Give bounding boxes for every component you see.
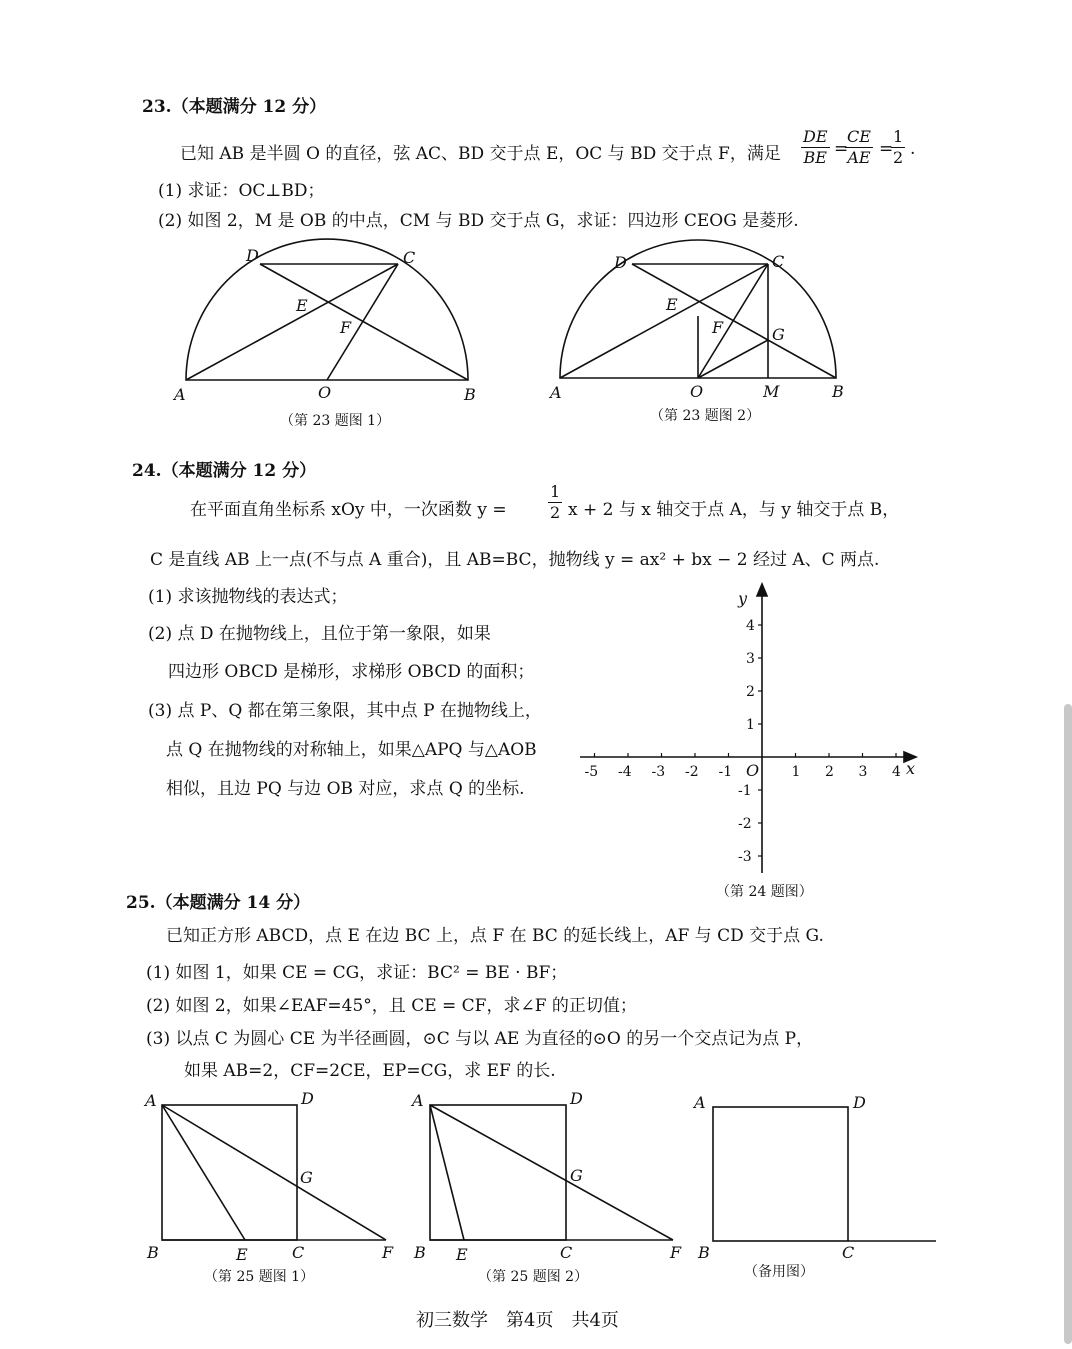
y-tick-label: 3: [746, 651, 755, 667]
q24-line1-post: x + 2 与 x 轴交于点 A，与 y 轴交于点 B，: [568, 500, 900, 520]
equals-sign: =: [834, 139, 849, 159]
fig2-label-G: G: [772, 325, 785, 344]
fig252-label-F: F: [670, 1243, 682, 1262]
x-tick-label: 3: [858, 764, 868, 780]
origin-label: O: [746, 761, 760, 780]
y-tick-label: -1: [738, 783, 752, 799]
frac-denominator: 2: [893, 148, 904, 167]
fig253-caption: （备用图）: [744, 1264, 814, 1280]
q24-line1-pre: 在平面直角坐标系 xOy 中，一次函数 y =: [190, 500, 507, 520]
fig1-label-O: O: [318, 383, 332, 402]
fig1-label-A: A: [174, 385, 186, 404]
q24-sub1: (1) 求该抛物线的表达式；: [148, 587, 348, 607]
frac-denominator: AE: [847, 148, 871, 167]
q25-sub3a: (3) 以点 C 为圆心 CE 为半径画圆，⊙C 与以 AE 为直径的⊙O 的另一个交点记为点 P，: [146, 1029, 814, 1049]
fig1-caption: （第 23 题图 1）: [280, 413, 391, 429]
q24-header: 24.（本题满分 12 分）: [132, 461, 317, 481]
fig252-label-E: E: [456, 1245, 468, 1264]
fig252-label-C: C: [560, 1243, 573, 1262]
q25-sub3b: 如果 AB=2，CF=2CE，EP=CG，求 EF 的长.: [184, 1061, 556, 1081]
fig251-label-G: G: [300, 1168, 313, 1187]
y-tick-label: 4: [746, 618, 755, 634]
q23-sub2: (2) 如图 2，M 是 OB 的中点，CM 与 BD 交于点 G，求证：四边形 CEOG 是菱形.: [158, 211, 799, 231]
frac-numerator: 1: [550, 482, 561, 501]
y-tick-label: -2: [738, 816, 752, 832]
q24-caption: （第 24 题图）: [716, 884, 813, 900]
q25-sub1: (1) 如图 1，如果 CE = CG，求证：BC² = BE · BF；: [146, 963, 568, 983]
q23-sub1: (1) 求证：OC⊥BD；: [158, 181, 325, 201]
fig2-label-F: F: [712, 318, 724, 337]
fig251-label-C: C: [292, 1243, 305, 1262]
y-tick-label: -3: [738, 849, 752, 865]
fig2-label-E: E: [666, 295, 678, 314]
fig1-label-F: F: [340, 318, 352, 337]
frac-numerator: 1: [893, 127, 904, 146]
fig2-label-B: B: [832, 382, 844, 401]
fig252-label-D: D: [570, 1089, 583, 1108]
fig2-label-C: C: [772, 252, 785, 271]
x-tick-label: -5: [584, 764, 599, 780]
fig253-label-D: D: [853, 1093, 866, 1112]
frac-numerator: CE: [847, 127, 871, 146]
fig2-label-D: D: [614, 253, 627, 272]
fig252-label-G: G: [570, 1166, 583, 1185]
x-tick-label: -4: [618, 764, 632, 780]
x-tick-label: 4: [892, 764, 901, 780]
fig2-label-O: O: [690, 382, 704, 401]
q24-sub3a: (3) 点 P、Q 都在第三象限，其中点 P 在抛物线上，: [148, 701, 542, 721]
fig251-label-A: A: [145, 1091, 157, 1110]
frac-numerator: DE: [803, 127, 828, 146]
fig253-label-A: A: [694, 1093, 706, 1112]
q25-sub2: (2) 如图 2，如果∠EAF=45°，且 CE = CF，求∠F 的正切值；: [146, 996, 637, 1016]
fig1-label-C: C: [403, 248, 416, 267]
fig1-label-D: D: [246, 246, 259, 265]
fig2-label-A: A: [550, 383, 562, 402]
x-axis-label: x: [906, 759, 916, 778]
fig251-label-D: D: [301, 1089, 314, 1108]
period: .: [910, 139, 916, 159]
x-tick-label: 2: [825, 764, 834, 780]
fig251-label-E: E: [236, 1245, 248, 1264]
x-tick-label: 1: [791, 764, 801, 780]
fig253-label-B: B: [698, 1243, 710, 1262]
page-footer: 初三数学 第4页 共4页: [416, 1310, 619, 1331]
fig251-label-B: B: [147, 1243, 159, 1262]
q23-header: 23.（本题满分 12 分）: [142, 97, 327, 117]
fig1-label-B: B: [464, 385, 476, 404]
fig2-caption: （第 23 题图 2）: [650, 408, 761, 424]
fig252-label-B: B: [414, 1243, 426, 1262]
fig253-label-C: C: [842, 1243, 855, 1262]
x-tick-label: -1: [718, 764, 733, 780]
fig252-caption: （第 25 题图 2）: [478, 1269, 589, 1285]
equals-sign: =: [879, 139, 894, 159]
y-tick-label: 1: [746, 717, 755, 733]
y-axis-label: y: [738, 589, 748, 608]
fig1-label-E: E: [296, 296, 308, 315]
q24-sub2a: (2) 点 D 在抛物线上，且位于第一象限，如果: [148, 624, 491, 644]
frac-denominator: BE: [803, 148, 827, 167]
q24-sub3b: 点 Q 在抛物线的对称轴上，如果△APQ 与△AOB: [166, 740, 537, 760]
x-tick-label: -2: [685, 764, 699, 780]
q25-header: 25.（本题满分 14 分）: [126, 893, 311, 913]
x-tick-label: -3: [651, 764, 666, 780]
q23-stem: 已知 AB 是半圆 O 的直径，弦 AC、BD 交于点 E，OC 与 BD 交于点 F，满足: [180, 144, 781, 164]
fig251-caption: （第 25 题图 1）: [204, 1269, 315, 1285]
frac-denominator: 2: [550, 503, 561, 522]
fig252-label-A: A: [412, 1091, 424, 1110]
q24-sub3c: 相似，且边 PQ 与边 OB 对应，求点 Q 的坐标.: [166, 779, 525, 799]
q24-sub2b: 四边形 OBCD 是梯形，求梯形 OBCD 的面积；: [168, 662, 535, 682]
q25-stem: 已知正方形 ABCD，点 E 在边 BC 上，点 F 在 BC 的延长线上，AF 与 CD 交于点 G.: [166, 926, 824, 946]
fig2-label-M: M: [763, 382, 780, 401]
scrollbar[interactable]: [1064, 704, 1072, 1344]
y-tick-label: 2: [746, 684, 755, 700]
q24-line2: C 是直线 AB 上一点(不与点 A 重合)，且 AB=BC，抛物线 y = ax² + bx − 2 经过 A、C 两点.: [150, 550, 880, 570]
fig251-label-F: F: [382, 1243, 394, 1262]
